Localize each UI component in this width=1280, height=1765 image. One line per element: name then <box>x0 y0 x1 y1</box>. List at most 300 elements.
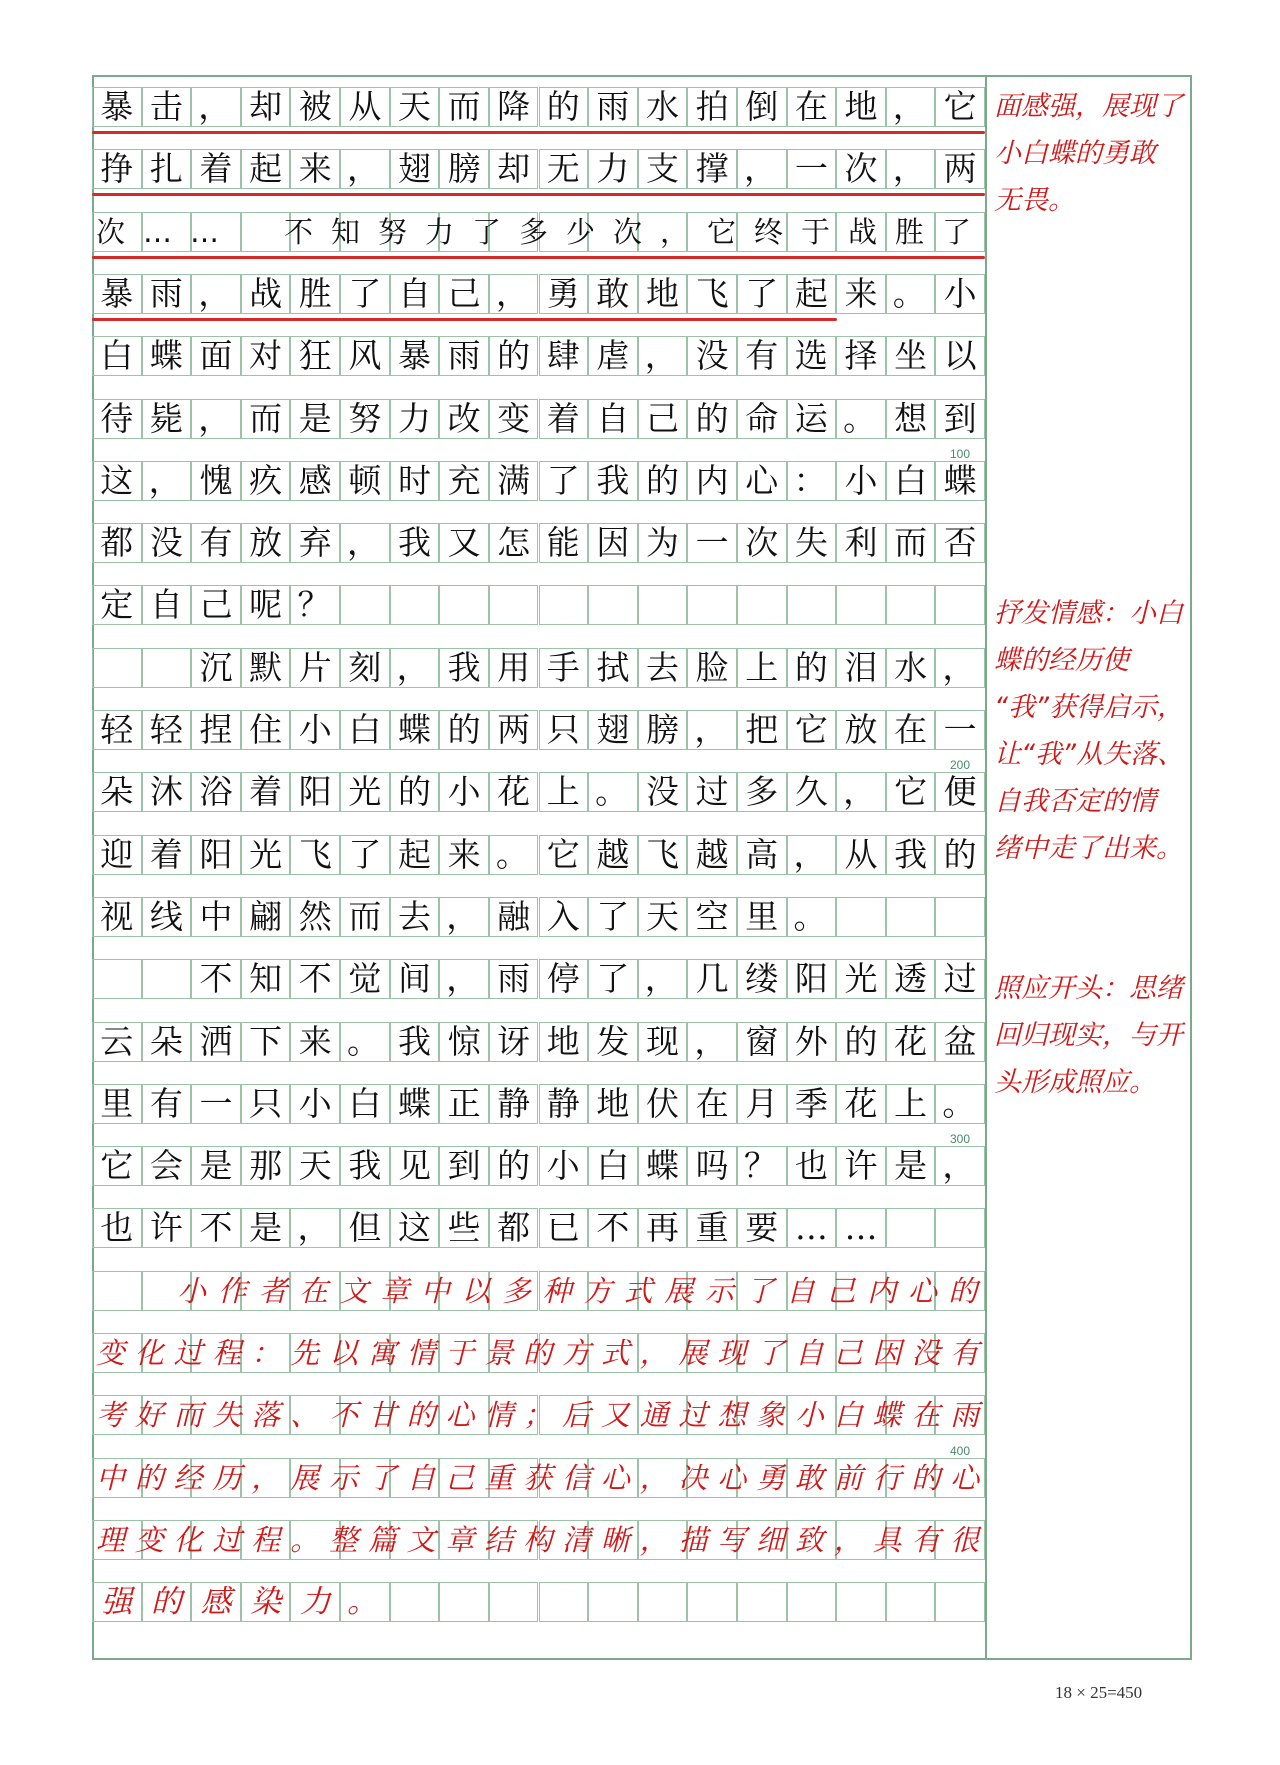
grid-cell: 我 <box>390 523 440 563</box>
grid-cell: 知 <box>241 959 291 999</box>
grid-cell <box>390 1582 440 1622</box>
grid-cell: 扎 <box>142 149 192 189</box>
essay-row <box>92 523 985 585</box>
underline <box>92 318 837 321</box>
handwritten-char: 整 <box>328 1522 358 1557</box>
handwritten-char: 了 <box>942 214 972 249</box>
handwritten-char: 通 <box>639 1398 669 1433</box>
grid-cell: 只 <box>539 710 589 750</box>
grid-cell: 拭 <box>588 648 638 688</box>
grid-cell: 光 <box>836 959 886 999</box>
grid-cell: 有 <box>737 336 787 376</box>
handwritten-char: 景 <box>484 1336 514 1370</box>
handwritten-char: 白 <box>833 1398 863 1433</box>
grid-cell: 因 <box>588 523 638 563</box>
grid-cell: 狂 <box>290 336 340 376</box>
grid-cell: 我 <box>886 835 936 875</box>
grid-cell: 融 <box>489 897 539 937</box>
grid-cell: 而 <box>886 523 936 563</box>
handwritten-char: 象 <box>756 1398 786 1433</box>
grid-cell: 的 <box>935 835 985 875</box>
grid-cell: 。 <box>886 274 936 314</box>
grid-cell: 来 <box>439 835 489 875</box>
handwritten-char: 有 <box>950 1336 980 1370</box>
grid-cell <box>439 1582 489 1622</box>
grid-cell: 白 <box>92 336 142 376</box>
handwritten-char: … <box>190 214 219 249</box>
essay-row <box>92 648 985 710</box>
grid-cell: 住 <box>241 710 291 750</box>
grid-cell: 蝶 <box>638 1146 688 1186</box>
handwritten-char: 了 <box>472 214 502 249</box>
grid-cell: 着 <box>142 835 192 875</box>
handwritten-char: 在 <box>911 1398 941 1433</box>
grid-cell: 。 <box>340 1022 390 1062</box>
grid-cell: 小 <box>439 772 489 812</box>
grid-cell: 以 <box>935 336 985 376</box>
note-line: 自我否定的情 <box>994 786 1156 817</box>
grid-cell: 视 <box>92 897 142 937</box>
grid-cell: 小 <box>290 710 340 750</box>
grid-cell: 而 <box>340 897 390 937</box>
handwritten-char: 终 <box>754 214 784 249</box>
grid-cell: 来 <box>836 274 886 314</box>
note-line: 让“我”从失落、 <box>994 739 1184 770</box>
grid-cell <box>390 585 440 625</box>
grid-cell: 间 <box>390 959 440 999</box>
handwritten-char: 程 <box>251 1522 281 1557</box>
handwritten-char: 获 <box>523 1460 553 1495</box>
handwritten-char: 了 <box>756 1336 786 1370</box>
handwritten-char: 构 <box>523 1522 553 1557</box>
grid-cell: 己 <box>638 399 688 439</box>
grid-cell: 里 <box>92 1084 142 1124</box>
handwritten-char: 方 <box>583 1273 613 1308</box>
grid-cell: 伏 <box>638 1084 688 1124</box>
handwritten-char: 清 <box>561 1522 591 1557</box>
grid-cell: 飞 <box>638 835 688 875</box>
grid-cell: 的 <box>787 648 837 688</box>
grid-cell: 它 <box>787 710 837 750</box>
handwritten-char: 现 <box>717 1336 747 1370</box>
grid-cell: 盆 <box>935 1022 985 1062</box>
handwritten-char: … <box>143 214 172 249</box>
handwritten-char: 考 <box>96 1398 126 1433</box>
grid-cell: 脸 <box>687 648 737 688</box>
grid-cell: 但 <box>340 1208 390 1248</box>
handwritten-char: 示 <box>328 1460 358 1495</box>
grid-cell: 轻 <box>92 710 142 750</box>
grid-cell: 暴 <box>390 336 440 376</box>
handwritten-char: 于 <box>445 1336 475 1370</box>
grid-cell: 上 <box>886 1084 936 1124</box>
grid-cell: 否 <box>935 523 985 563</box>
handwritten-char: 中 <box>420 1273 450 1308</box>
handwritten-char: 作 <box>217 1273 247 1308</box>
grid-cell: 再 <box>638 1208 688 1248</box>
handwritten-char: 情 <box>406 1336 436 1370</box>
grid-cell: 线 <box>142 897 192 937</box>
grid-cell <box>241 212 291 252</box>
grid-cell: 命 <box>737 399 787 439</box>
grid-cell: 暴 <box>92 274 142 314</box>
grid-cell: 在 <box>687 1084 737 1124</box>
grid-cell: 小 <box>539 1146 589 1186</box>
handwritten-char: 了 <box>745 1273 775 1308</box>
handwritten-char: 晰 <box>600 1522 630 1557</box>
handwritten-char: 式 <box>623 1273 653 1308</box>
grid-cell: 吗 <box>687 1146 737 1186</box>
grid-cell: 择 <box>836 336 886 376</box>
grid-cell: 起 <box>787 274 837 314</box>
grid-cell: 改 <box>439 399 489 439</box>
essay-row <box>92 399 985 461</box>
grid-cell: ， <box>638 959 688 999</box>
grid-cell <box>92 1271 142 1311</box>
grid-cell: 些 <box>439 1208 489 1248</box>
grid-cell: 没 <box>687 336 737 376</box>
grid-cell <box>638 585 688 625</box>
grid-cell: 的 <box>539 87 589 127</box>
grid-cell: 顿 <box>340 461 390 501</box>
grid-cell: 天 <box>290 1146 340 1186</box>
grid-cell: 高 <box>737 835 787 875</box>
margin-divider <box>985 75 987 1660</box>
grid-cell: 把 <box>737 710 787 750</box>
grid-cell: 的 <box>489 336 539 376</box>
grid-cell: 许 <box>836 1146 886 1186</box>
handwritten-char: 者 <box>258 1273 288 1308</box>
grid-cell: 起 <box>390 835 440 875</box>
grid-cell: 许 <box>142 1208 192 1248</box>
grid-cell: 不 <box>290 959 340 999</box>
grid-cell: 光 <box>340 772 390 812</box>
grid-cell: 都 <box>92 523 142 563</box>
handwritten-char: 小 <box>177 1273 207 1308</box>
grid-cell: ， <box>142 461 192 501</box>
grid-cell: 能 <box>539 523 589 563</box>
grid-cell: 放 <box>836 710 886 750</box>
handwritten-char: ， <box>639 1460 669 1495</box>
grid-cell: 自 <box>588 399 638 439</box>
grid-cell: 迎 <box>92 835 142 875</box>
grid-cell: 捏 <box>191 710 241 750</box>
grid-cell: 雨 <box>142 274 192 314</box>
grid-cell: 水 <box>886 648 936 688</box>
grid-cell: 胜 <box>290 274 340 314</box>
grid-cell: ， <box>737 149 787 189</box>
grid-cell <box>340 585 390 625</box>
grid-cell <box>489 585 539 625</box>
grid-cell: 重 <box>687 1208 737 1248</box>
grid-cell: 。 <box>836 399 886 439</box>
grid-cell: 有 <box>142 1084 192 1124</box>
grid-cell: 了 <box>340 274 390 314</box>
grid-cell: 用 <box>489 648 539 688</box>
grid-cell: 。 <box>340 1582 390 1622</box>
grid-cell: 内 <box>687 461 737 501</box>
grid-cell: 越 <box>687 835 737 875</box>
handwritten-char: 式 <box>600 1336 630 1370</box>
grid-cell: 强 <box>92 1582 142 1622</box>
handwritten-char: ； <box>523 1398 553 1433</box>
grid-cell: 。 <box>935 1084 985 1124</box>
grid-cell: 月 <box>737 1084 787 1124</box>
grid-cell: 充 <box>439 461 489 501</box>
grid-cell: 心 <box>737 461 787 501</box>
grid-cell: 没 <box>638 772 688 812</box>
handwritten-char: 决 <box>678 1460 708 1495</box>
handwritten-char: 好 <box>134 1398 164 1433</box>
grid-cell: 我 <box>588 461 638 501</box>
note-line: 照应开头：思绪 <box>994 973 1183 1004</box>
grid-cell: 两 <box>935 149 985 189</box>
grid-cell: 那 <box>241 1146 291 1186</box>
grid-cell: ？ <box>290 585 340 625</box>
grid-cell: 要 <box>737 1208 787 1248</box>
essay-row <box>92 1208 985 1270</box>
tick-label: 100 <box>950 446 971 461</box>
handwritten-char: 的 <box>406 1398 436 1433</box>
handwritten-char: 先 <box>290 1336 320 1370</box>
handwritten-char: 以 <box>461 1273 491 1308</box>
grid-cell: 却 <box>489 149 539 189</box>
grid-cell: 去 <box>390 897 440 937</box>
handwritten-char: 次 <box>613 214 643 249</box>
note-line: 面感强，展现了 <box>994 91 1183 122</box>
grid-size-label: 18 × 25=450 <box>1055 1683 1143 1702</box>
grid-cell: 雨 <box>439 336 489 376</box>
grid-cell: 的 <box>638 461 688 501</box>
grid-cell <box>787 585 837 625</box>
grid-cell: 的 <box>390 772 440 812</box>
handwritten-char: 文 <box>406 1522 436 1557</box>
essay-row <box>92 772 985 834</box>
grid-cell: 也 <box>787 1146 837 1186</box>
grid-cell: 花 <box>489 772 539 812</box>
grid-cell: 发 <box>588 1022 638 1062</box>
grid-cell: ， <box>687 710 737 750</box>
grid-cell <box>92 648 142 688</box>
grid-cell: 战 <box>241 274 291 314</box>
grid-cell: 降 <box>489 87 539 127</box>
grid-cell: 越 <box>588 835 638 875</box>
handwritten-char: ， <box>639 1336 669 1370</box>
handwritten-char: 展 <box>678 1336 708 1370</box>
handwritten-char: ， <box>660 214 690 249</box>
grid-cell: 默 <box>241 648 291 688</box>
grid-cell: 着 <box>191 149 241 189</box>
grid-cell: 是 <box>290 399 340 439</box>
grid-cell: 惊 <box>439 1022 489 1062</box>
grid-cell: 雨 <box>588 87 638 127</box>
underline <box>92 193 985 196</box>
handwritten-char: 情 <box>484 1398 514 1433</box>
grid-cell: 是 <box>886 1146 936 1186</box>
grid-cell: 轻 <box>142 710 192 750</box>
grid-cell: 一 <box>687 523 737 563</box>
grid-cell: ， <box>439 959 489 999</box>
grid-cell: 白 <box>886 461 936 501</box>
grid-cell: 洒 <box>191 1022 241 1062</box>
grid-cell: 拍 <box>687 87 737 127</box>
grid-cell: 翩 <box>241 897 291 937</box>
essay-row <box>92 1582 985 1644</box>
grid-cell: 勇 <box>539 274 589 314</box>
grid-cell: 阳 <box>787 959 837 999</box>
grid-cell: 选 <box>787 336 837 376</box>
grid-cell: 在 <box>886 710 936 750</box>
grid-cell: 肆 <box>539 336 589 376</box>
handwritten-char: 变 <box>134 1522 164 1557</box>
grid-cell: 地 <box>836 87 886 127</box>
grid-cell <box>142 959 192 999</box>
grid-cell <box>935 1208 985 1248</box>
margin-note-1 <box>994 83 1184 224</box>
handwritten-char: 它 <box>707 214 737 249</box>
grid-cell: 为 <box>638 523 688 563</box>
handwritten-char: 行 <box>872 1460 902 1495</box>
grid-cell: 撑 <box>687 149 737 189</box>
handwritten-char: ： <box>251 1336 281 1370</box>
grid-cell: 季 <box>787 1084 837 1124</box>
tick-label: 300 <box>950 1132 971 1147</box>
grid-cell: 了 <box>588 959 638 999</box>
handwritten-char: 多 <box>501 1273 531 1308</box>
grid-cell: 也 <box>92 1208 142 1248</box>
grid-cell: 了 <box>588 897 638 937</box>
grid-cell: 染 <box>241 1582 291 1622</box>
handwritten-char: 不 <box>284 214 314 249</box>
handwritten-char: 甘 <box>367 1398 397 1433</box>
essay-row <box>92 1146 985 1208</box>
handwritten-char: 写 <box>717 1522 747 1557</box>
handwritten-char: 展 <box>290 1460 320 1495</box>
grid-cell: 飞 <box>687 274 737 314</box>
grid-cell: 一 <box>935 710 985 750</box>
margin-note-3 <box>994 965 1184 1106</box>
handwritten-char: 。 <box>290 1522 320 1557</box>
handwritten-char: 内 <box>867 1273 897 1308</box>
grid-cell: 而 <box>439 87 489 127</box>
handwritten-char: 有 <box>911 1522 941 1557</box>
handwritten-char: 没 <box>911 1336 941 1370</box>
grid-cell <box>588 1582 638 1622</box>
grid-cell: 它 <box>935 87 985 127</box>
handwritten-char: 过 <box>173 1336 203 1370</box>
grid-cell: 倒 <box>737 87 787 127</box>
grid-cell: 利 <box>836 523 886 563</box>
grid-cell: 这 <box>92 461 142 501</box>
grid-cell: ： <box>787 461 837 501</box>
grid-cell: ？ <box>737 1146 787 1186</box>
grid-cell: 它 <box>886 772 936 812</box>
grid-cell: 了 <box>539 461 589 501</box>
essay-row <box>92 461 985 523</box>
handwritten-char: 后 <box>561 1398 591 1433</box>
essay-row <box>92 585 985 647</box>
grid-cell: 次 <box>836 149 886 189</box>
grid-cell: 上 <box>737 648 787 688</box>
grid-cell: 多 <box>737 772 787 812</box>
handwritten-char: 具 <box>872 1522 902 1557</box>
grid-cell: 久 <box>787 772 837 812</box>
grid-cell: 从 <box>340 87 390 127</box>
grid-cell: 没 <box>142 523 192 563</box>
grid-cell: 膀 <box>439 149 489 189</box>
note-line: 绪中走了出来。 <box>994 833 1183 864</box>
handwritten-char: 失 <box>212 1398 242 1433</box>
handwritten-char: 落 <box>251 1398 281 1433</box>
handwritten-char: 章 <box>380 1273 410 1308</box>
grid-cell: 蝶 <box>390 1084 440 1124</box>
grid-cell <box>935 1582 985 1622</box>
handwritten-char: 变 <box>96 1336 126 1370</box>
handwritten-char: 经 <box>173 1460 203 1495</box>
note-line: 抒发情感：小白 <box>994 598 1183 629</box>
composition-sheet <box>92 75 1192 1660</box>
grid-cell: 我 <box>439 648 489 688</box>
grid-cell: 过 <box>687 772 737 812</box>
handwritten-char: 的 <box>523 1336 553 1370</box>
handwritten-char: 力 <box>425 214 455 249</box>
essay-row <box>92 1333 985 1395</box>
grid-cell: 了 <box>340 835 390 875</box>
note-line: “我”获得启示， <box>994 692 1184 723</box>
grid-cell: 上 <box>539 772 589 812</box>
grid-cell: 不 <box>191 1208 241 1248</box>
grid-cell: 的 <box>836 1022 886 1062</box>
grid-cell: ， <box>191 399 241 439</box>
grid-cell <box>539 1582 589 1622</box>
handwritten-char: 次 <box>96 214 126 249</box>
grid-cell: 不 <box>191 959 241 999</box>
grid-cell: 翅 <box>588 710 638 750</box>
grid-cell: 几 <box>687 959 737 999</box>
grid-cell: 光 <box>241 835 291 875</box>
grid-cell: 着 <box>241 772 291 812</box>
grid-cell: 雨 <box>489 959 539 999</box>
grid-cell: 运 <box>787 399 837 439</box>
grid-cell <box>687 585 737 625</box>
grid-cell <box>935 585 985 625</box>
note-line: 蝶的经历使 <box>994 645 1129 676</box>
grid-cell: 地 <box>539 1022 589 1062</box>
grid-cell: 两 <box>489 710 539 750</box>
grid-cell: 努 <box>340 399 390 439</box>
handwritten-char: 、 <box>290 1398 320 1433</box>
handwritten-char: 理 <box>96 1522 126 1557</box>
underline <box>92 256 985 259</box>
grid-cell: 泪 <box>836 648 886 688</box>
handwritten-char: 己 <box>826 1273 856 1308</box>
handwritten-char: 致 <box>794 1522 824 1557</box>
handwritten-char: 自 <box>786 1273 816 1308</box>
grid-cell <box>92 959 142 999</box>
grid-cell: 阳 <box>290 772 340 812</box>
grid-cell: 静 <box>489 1084 539 1124</box>
grid-cell: 定 <box>92 585 142 625</box>
handwritten-char: 过 <box>212 1522 242 1557</box>
grid-cell: 敢 <box>588 274 638 314</box>
grid-cell: 被 <box>290 87 340 127</box>
grid-cell: 的 <box>489 1146 539 1186</box>
grid-cell: 白 <box>340 710 390 750</box>
grid-cell: 变 <box>489 399 539 439</box>
grid-cell <box>489 1582 539 1622</box>
essay-row <box>92 336 985 398</box>
grid-cell: 自 <box>142 585 192 625</box>
